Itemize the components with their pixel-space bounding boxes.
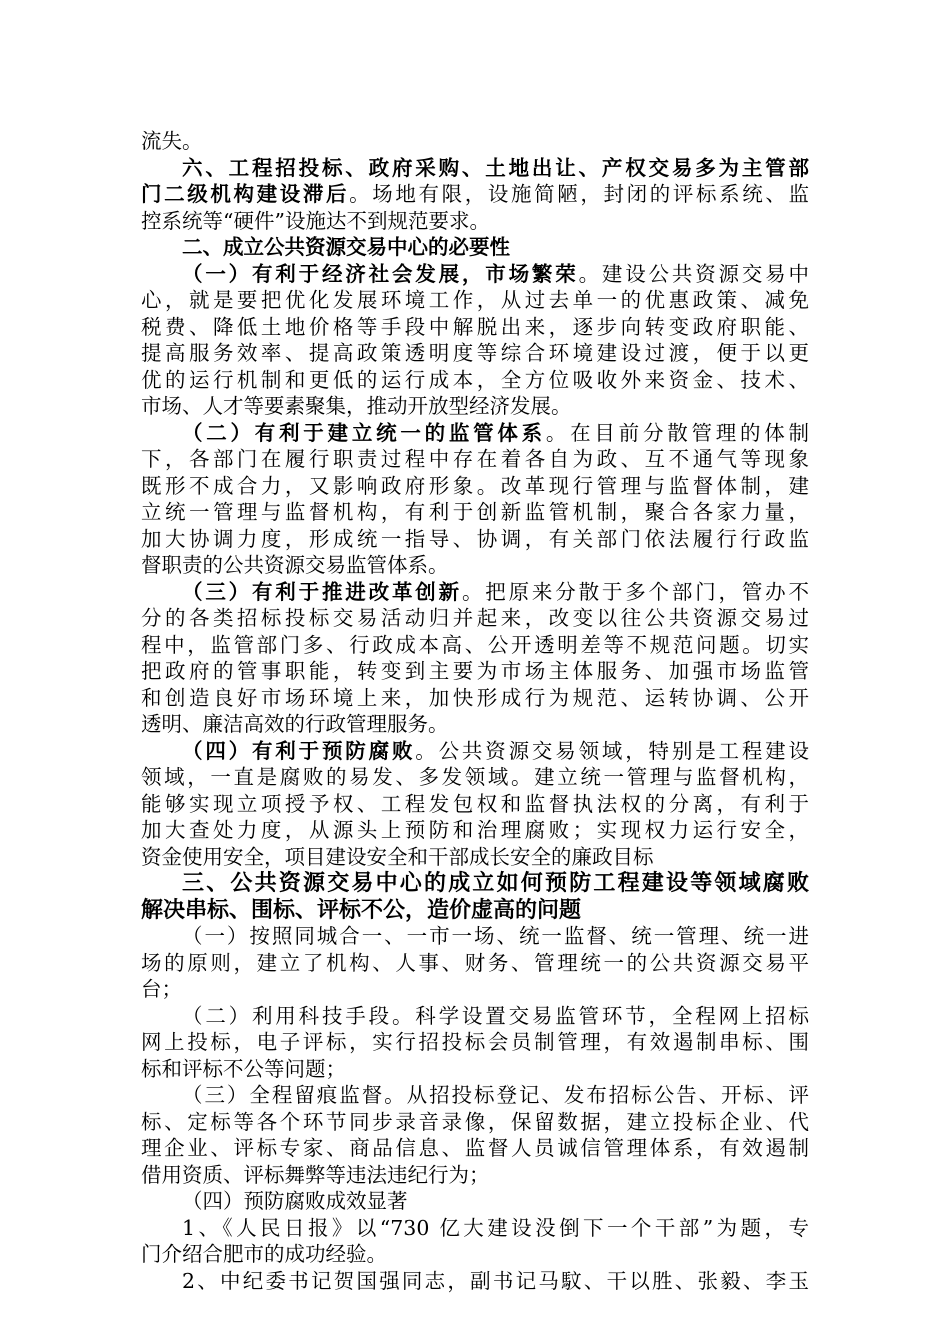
body-text: 场的原则，建立了机构、人事、财务、管理统一的公共资源交易平: [141, 950, 809, 975]
body-text: （一）按照同城合一、一市一场、统一监督、统一管理、统一进: [182, 924, 809, 948]
body-text: 心，就是要把优化发展环境工作，从过去单一的优惠政策、减免: [141, 288, 809, 312]
text-line: [141, 738, 809, 765]
body-text: 。把原来分散于多个部门，管办不: [461, 579, 810, 604]
text-line: [141, 181, 809, 208]
body-text: 标和评标不公等问题；: [141, 1056, 346, 1081]
body-text: 台；: [141, 977, 182, 1001]
text-line: [141, 1162, 809, 1189]
bold-text: 门二级机构建设滞后: [141, 182, 350, 206]
text-line: [141, 393, 809, 420]
text-line: [141, 844, 809, 871]
text-line: [141, 473, 809, 500]
body-text: 控系统等“硬件”设施达不到规范要求。: [141, 208, 490, 233]
bold-text: （三）有利于推进改革创新: [182, 579, 462, 604]
bold-text: （二）有利于建立统一的监管体系: [182, 420, 546, 445]
text-line: [141, 579, 809, 606]
body-text: 。在目前分散管理的体制: [545, 420, 810, 445]
body-text: 把政府的管事职能，转变到主要为市场主体服务、加强市场监管: [141, 659, 809, 683]
text-line: [141, 287, 809, 314]
body-text: 程中，监管部门多、行政成本高、公开透明差等不规范问题。切实: [141, 632, 809, 657]
body-text: 税费、降低土地价格等手段中解脱出来，逐步向转变政府职能、: [141, 314, 809, 339]
text-line: [141, 870, 809, 897]
body-text: 市场、人才等要素聚集，推动开放型经济发展。: [141, 394, 572, 418]
body-text: 借用资质、评标舞弊等违法违纪行为；: [141, 1162, 490, 1187]
body-text: 资金使用安全，项目建设安全和干部成长安全的廉政目标: [141, 844, 654, 869]
bold-text: （四）有利于预防腐败: [182, 738, 416, 763]
body-text: 标、定标等各个环节同步录音录像，保留数据，建立投标企业、代: [141, 1109, 809, 1134]
bold-text: 三、公共资源交易中心的成立如何预防工程建设等领域腐败: [182, 870, 809, 896]
text-line: [141, 314, 809, 341]
body-text: 领域，一直是腐败的易发、多发领域。建立统一管理与监督机构，: [141, 765, 809, 789]
body-text: 立统一管理与监督机构，有利于创新监管机制，聚合各家力量，: [141, 500, 809, 524]
body-text: 优的运行机制和更低的运行成本，全方位吸收外来资金、技术、: [141, 367, 809, 392]
text-line: [141, 1135, 809, 1162]
body-text: 。公共资源交易领域，特别是工程建设: [415, 738, 810, 763]
body-text: 督职责的公共资源交易监管体系。: [141, 553, 449, 577]
document-page: [141, 128, 809, 1294]
text-line: [141, 1268, 809, 1295]
text-line: [141, 605, 809, 632]
text-line: [141, 208, 809, 235]
text-line: [141, 234, 809, 261]
body-text: （三）全程留痕监督。从招投标登记、发布招标公告、开标、评: [182, 1083, 809, 1107]
body-text: 门介绍合肥市的成功经验。: [141, 1242, 387, 1266]
text-line: [141, 1188, 809, 1215]
text-line: [141, 1082, 809, 1109]
body-text: （四）预防腐败成效显著: [182, 1189, 408, 1213]
text-line: [141, 897, 809, 924]
body-text: 网上投标，电子评标，实行招投标会员制管理，有效遏制串标、围: [141, 1030, 809, 1054]
body-text: 透明、廉洁高效的行政管理服务。: [141, 712, 449, 736]
body-text: 下，各部门在履行职责过程中存在着各自为政、互不通气等现象: [141, 447, 809, 471]
bold-text: 六、工程招投标、政府采购、土地出让、产权交易多为主管部: [182, 155, 809, 180]
text-line: [141, 1003, 809, 1030]
text-line: [141, 764, 809, 791]
text-line: [141, 340, 809, 367]
bold-text: （一）有利于经济社会发展，市场繁荣: [182, 261, 579, 286]
text-line: [141, 420, 809, 447]
body-text: 2、中纪委书记贺国强同志，副书记马馼、干以胜、张毅、李玉: [182, 1268, 809, 1293]
text-line: [141, 1241, 809, 1268]
text-line: [141, 446, 809, 473]
body-text: 理企业、评标专家、商品信息、监督人员诚信管理体系，有效遏制: [141, 1136, 809, 1160]
text-line: [141, 1109, 809, 1136]
text-line: [141, 1215, 809, 1242]
body-text: 流失。: [141, 129, 203, 153]
text-line: [141, 632, 809, 659]
text-line: [141, 711, 809, 738]
text-line: [141, 526, 809, 553]
body-text: 。场地有限，设施简陋，封闭的评标系统、监: [349, 182, 809, 206]
text-line: [141, 261, 809, 288]
body-text: 加大协调力度，形成统一指导、协调，有关部门依法履行行政监: [141, 526, 809, 551]
body-text: 和创造良好市场环境上来，加快形成行为规范、运转协调、公开: [141, 685, 809, 710]
text-line: [141, 791, 809, 818]
text-line: [141, 685, 809, 712]
text-line: [141, 817, 809, 844]
text-line: [141, 1029, 809, 1056]
body-text: 。建设公共资源交易中: [578, 261, 810, 286]
body-text: （二）利用科技手段。科学设置交易监管环节，全程网上招标: [182, 1003, 809, 1028]
text-line: [141, 923, 809, 950]
text-line: [141, 367, 809, 394]
body-text: 加大查处力度，从源头上预防和治理腐败；实现权力运行安全，: [141, 818, 809, 842]
text-line: [141, 499, 809, 526]
body-text: 1、《人民日报》以“730 亿大建设没倒下一个干部”为题，专: [182, 1215, 809, 1240]
text-line: [141, 976, 809, 1003]
text-line: [141, 950, 809, 977]
text-line: [141, 1056, 809, 1083]
text-line: [141, 658, 809, 685]
body-text: 提高服务效率、提高政策透明度等综合环境建设过渡，便于以更: [141, 341, 809, 365]
text-line: [141, 155, 809, 182]
bold-text: 解决串标、围标、评标不公，造价虚高的问题: [141, 896, 582, 923]
text-line: [141, 128, 809, 155]
body-text: 既形不成合力，又影响政府形象。改革现行管理与监督体制，建: [141, 473, 809, 498]
body-text: 分的各类招标投标交易活动归并起来，改变以往公共资源交易过: [141, 606, 809, 630]
text-line: [141, 552, 809, 579]
bold-text: 二、成立公共资源交易中心的必要性: [182, 235, 510, 259]
body-text: 能够实现立项授予权、工程发包权和监督执法权的分离，有利于: [141, 791, 809, 816]
